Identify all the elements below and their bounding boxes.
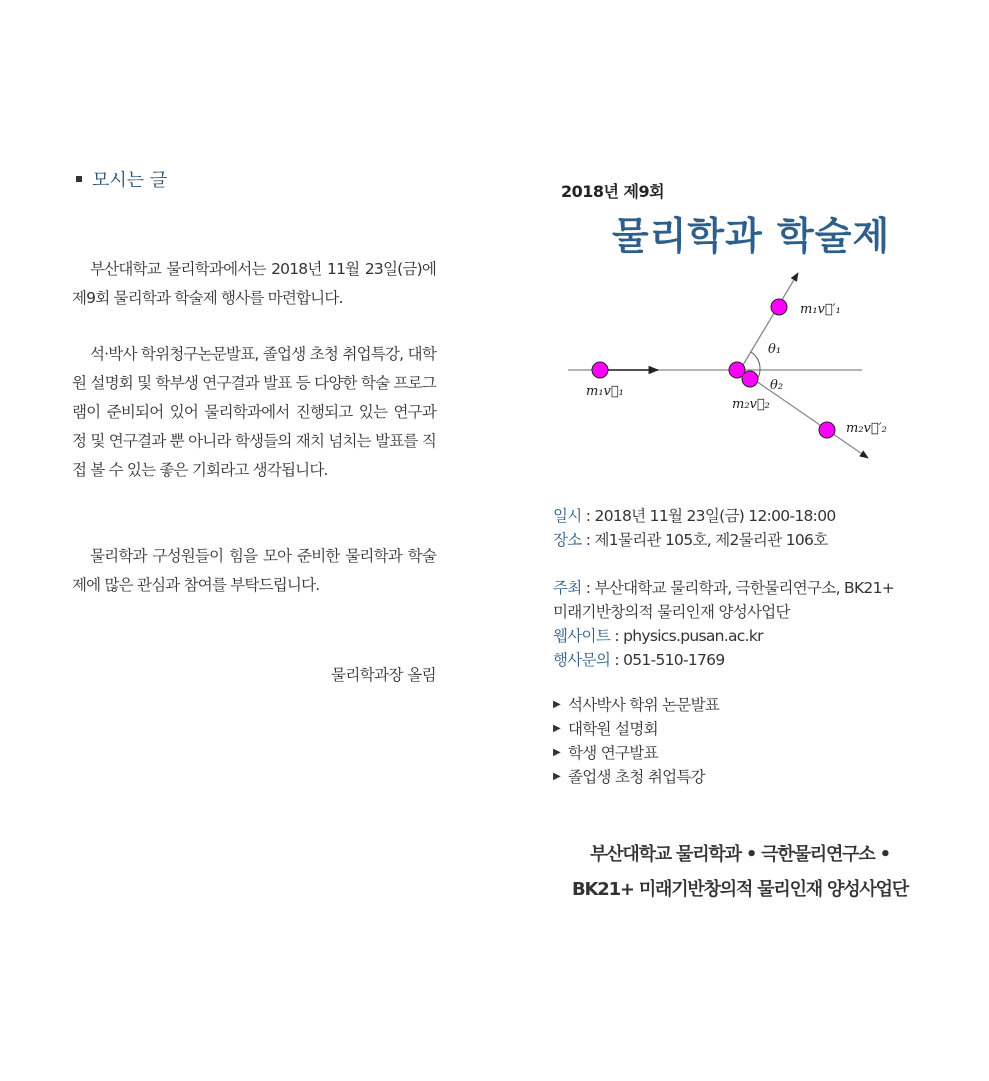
label-m2v2: m₂v⃗₂: [732, 397, 770, 412]
host-label: 주최: [553, 579, 582, 597]
invitation-paragraph-1: 부산대학교 물리학과에서는 2018년 11월 23일(금)에 제9회 물리학과 학술제 행사를 마련합니다.: [72, 260, 436, 307]
label-theta2: θ₂: [770, 378, 784, 393]
triangle-bullet-icon: ▶: [553, 747, 560, 758]
outgoing-arrow-2: [740, 370, 868, 458]
signoff: 물리학과장 올림: [331, 666, 436, 684]
event-title: 물리학과 학술제: [612, 214, 891, 258]
label-theta1: θ₁: [768, 342, 782, 357]
bullet-square-icon: [76, 176, 82, 182]
collision-diagram: [560, 265, 890, 470]
section-title-text: 모시는 글: [92, 170, 168, 191]
contact-line: [553, 648, 724, 672]
place-label: 장소: [553, 531, 582, 549]
invitation-paragraph-3: 물리학과 구성원들이 힘을 모아 준비한 물리학과 학술제에 많은 관심과 참여를 부탁드립니다.: [72, 547, 436, 594]
label-m2v2-prime: m₂v⃗′₂: [846, 421, 887, 436]
website-line: [553, 624, 763, 648]
triangle-bullet-icon: ▶: [553, 699, 560, 710]
host-value-2: 미래기반창의적 물리인재 양성사업단: [553, 603, 790, 621]
date-value: : 2018년 11월 23일(금) 12:00-18:00: [585, 507, 836, 525]
place-value: : 제1물리관 105호, 제2물리관 106호: [585, 531, 828, 549]
year-edition: 2018년 제9회: [561, 182, 665, 201]
ball-m2-collision: [742, 371, 758, 387]
ball-m1-incoming: [592, 362, 608, 378]
program-list: [553, 693, 719, 789]
invitation-paragraph-2: 석·박사 학위청구논문발표, 졸업생 초청 취업특강, 대학원 설명회 및 학부생 연구결과 발표 등 다양한 학술 프로그램이 준비되어 있어 물리학과에서 진행되고 있는 연구과정 및 연구결과 뿐 아니라 학생들의 재치 넘치는 발표를 직접 볼 수 있는 좋은 기회라고 생각됩니다.: [72, 345, 436, 479]
triangle-bullet-icon: ▶: [553, 723, 560, 734]
host-line: [553, 576, 894, 624]
host-value: : 부산대학교 물리학과, 극한물리연구소, BK21+: [585, 579, 895, 597]
section-title: [76, 166, 167, 192]
triangle-bullet-icon: ▶: [553, 771, 560, 782]
website-label: 웹사이트: [553, 627, 611, 645]
ball-m1-outgoing: [771, 299, 787, 315]
footer-line-1: 부산대학교 물리학과 • 극한물리연구소 •: [590, 844, 890, 865]
ball-m2-outgoing: [819, 422, 835, 438]
list-item: ▶ 학생 연구발표: [553, 741, 719, 765]
date-label: 일시: [553, 507, 582, 525]
list-item: ▶ 졸업생 초청 취업특강: [553, 765, 719, 789]
website-value: : physics.pusan.ac.kr: [614, 627, 763, 645]
label-m1v1: m₁v⃗₁: [586, 384, 624, 399]
list-item: ▶ 석사박사 학위 논문발표: [553, 693, 719, 717]
contact-label: 행사문의: [553, 651, 611, 669]
footer-line-2: BK21+ 미래기반창의적 물리인재 양성사업단: [571, 879, 908, 900]
date-line: [553, 504, 836, 528]
label-m1v1-prime: m₁v⃗′₁: [800, 302, 841, 317]
theta1-arc: [751, 352, 760, 370]
list-item: ▶ 대학원 설명회: [553, 717, 719, 741]
contact-value: : 051-510-1769: [614, 651, 725, 669]
place-line: [553, 528, 827, 552]
